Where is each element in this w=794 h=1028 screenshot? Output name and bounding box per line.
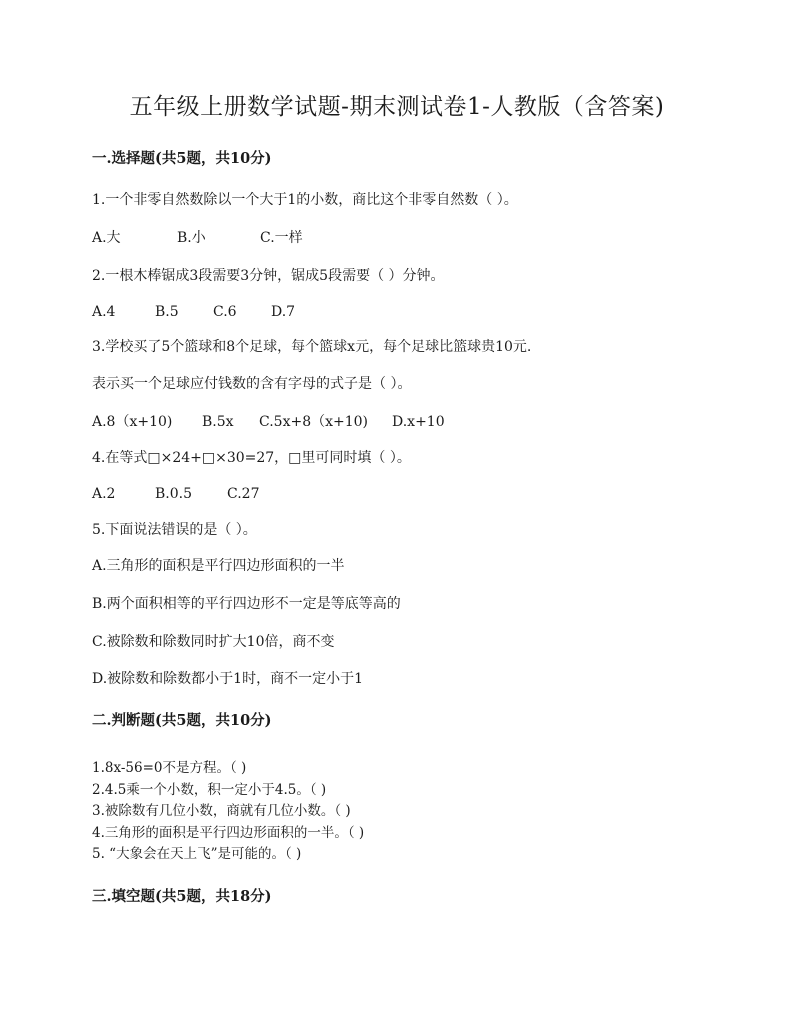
option-line: D.被除数和除数都小于1时，商不一定小于1: [92, 671, 363, 687]
list-item: 4.三角形的面积是平行四边形面积的一半。（ ): [92, 824, 365, 841]
question-options: [92, 228, 303, 248]
option: C.一样: [260, 230, 303, 246]
question-options: [92, 302, 295, 322]
option: A.大: [92, 230, 121, 246]
option: D.x+10: [392, 414, 445, 430]
option: A.4: [92, 304, 116, 320]
list-item: 2.4.5乘一个小数，积一定小于4.5。（ ): [92, 781, 327, 798]
option: A.2: [92, 486, 116, 502]
list-item: 5. “大象会在天上飞”是可能的。（ ): [92, 846, 302, 862]
option-line: C.被除数和除数同时扩大10倍，商不变: [92, 634, 335, 650]
section-heading-true-false: 二.判断题(共5题，共10分): [92, 712, 272, 729]
option: C.6: [213, 304, 237, 320]
option: B.小: [177, 230, 206, 246]
section-heading-fill-in: 三.填空题(共5题，共18分): [92, 888, 272, 905]
question-stem: 3.学校买了5个篮球和8个足球，每个篮球x元，每个足球比篮球贵10元.: [92, 339, 532, 355]
option-line: A.三角形的面积是平行四边形面积的一半: [92, 558, 345, 574]
question-options: [92, 484, 259, 504]
option-line: B.两个面积相等的平行四边形不一定是等底等高的: [92, 596, 401, 612]
question-options: [92, 412, 445, 432]
option: B.5: [155, 304, 179, 320]
list-item: 1.8x-56=0不是方程。（ ): [92, 760, 247, 776]
option: B.5x: [202, 414, 234, 430]
option: C.5x+8（x+10): [259, 414, 369, 430]
option: C.27: [227, 486, 260, 502]
option: B.0.5: [155, 486, 193, 502]
question-stem: 2.一根木棒锯成3段需要3分钟，锯成5段需要（ ）分钟。: [92, 268, 445, 284]
question-stem: 1.一个非零自然数除以一个大于1的小数，商比这个非零自然数（ ）。: [92, 192, 518, 208]
option: A.8（x+10): [92, 414, 173, 430]
list-item: 3.被除数有几位小数，商就有几位小数。（ ): [92, 803, 351, 819]
question-stem-continued: 表示买一个足球应付钱数的含有字母的式子是（ ）。: [92, 376, 412, 392]
document-title: 五年级上册数学试题-期末测试卷1-人教版（含答案): [129, 94, 665, 120]
section-heading-multiple-choice: 一.选择题(共5题，共10分): [92, 150, 272, 167]
question-stem: 4.在等式□×24+□×30=27，□里可同时填（ ）。: [92, 450, 411, 466]
true-false-list: [92, 758, 364, 866]
question-stem: 5.下面说法错误的是（ ）。: [92, 522, 257, 538]
option: D.7: [271, 304, 296, 320]
